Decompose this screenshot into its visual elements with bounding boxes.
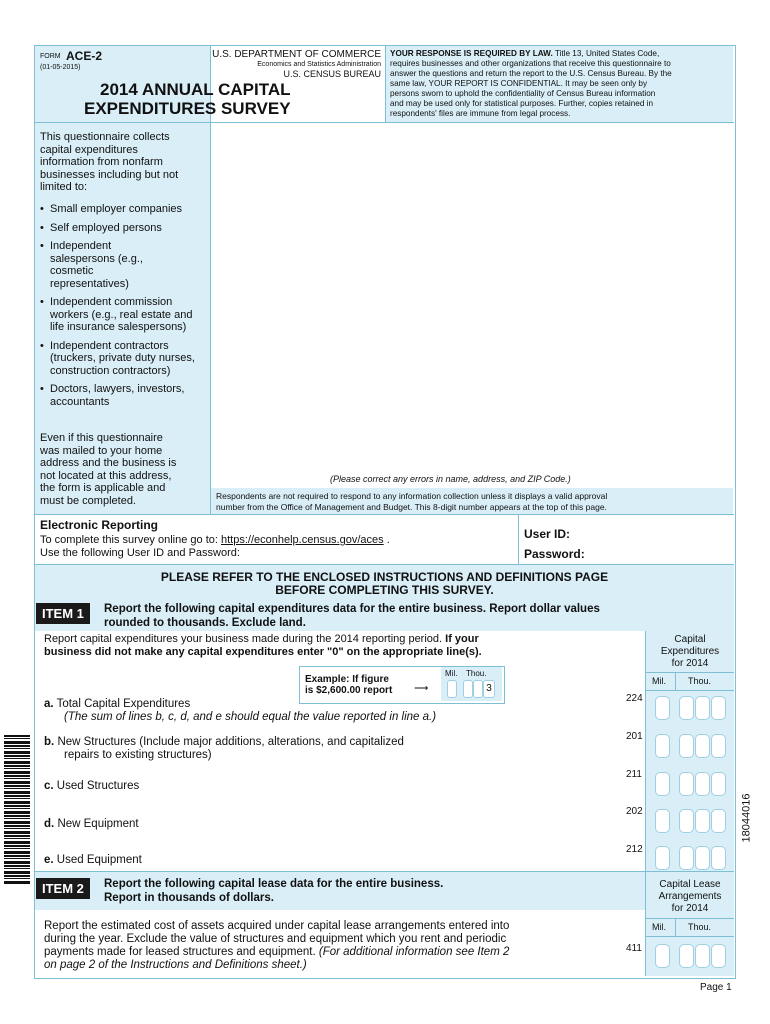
law-line: requires businesses and other organizations that receive this questionnaire to	[390, 59, 671, 68]
mil-label: Mil.	[652, 676, 666, 686]
line-d-thou-box[interactable]	[711, 809, 726, 833]
mil-label: Mil.	[652, 922, 666, 932]
line-b-thou-box[interactable]	[711, 734, 726, 758]
list-item: • Independent contractors (truckers, private duty nurses, construction contractors)	[40, 340, 208, 378]
line-code: 211	[626, 769, 642, 780]
col-header-line: Capital Lease	[659, 879, 721, 890]
list-item: • Independent salespersons (e.g., cosmetic representatives)	[40, 240, 208, 290]
user-id-label: User ID:	[524, 527, 571, 541]
example-line1: Example: If figure	[305, 674, 389, 685]
line-b-thou-box[interactable]	[679, 734, 694, 758]
line-c-thou-box[interactable]	[695, 772, 710, 796]
line-letter: e.	[44, 854, 54, 866]
item2-text1: Report the estimated cost of assets acquired under capital lease arrangements entered into	[44, 920, 510, 932]
example-mil: Mil.	[445, 669, 458, 678]
item1-tag: ITEM 1	[36, 603, 90, 624]
item2-thou-box[interactable]	[711, 944, 726, 968]
law-line: same law, YOUR REPORT IS CONFIDENTIAL. It may be seen only by	[390, 79, 648, 88]
electronic-suffix: .	[383, 534, 390, 546]
item2-text3-b: (For additional information see Item 2	[315, 946, 510, 958]
item1-heading1: Report the following capital expenditures data for the entire business. Report dollar values	[104, 603, 600, 615]
electronic-line1	[40, 534, 390, 546]
line-c	[44, 780, 139, 792]
line-a-thou-box[interactable]	[679, 696, 694, 720]
outro-line: was mailed to your home	[40, 444, 163, 457]
list-item: • Self employed persons	[40, 222, 208, 235]
line-b-thou-box[interactable]	[695, 734, 710, 758]
outro-line: the form is applicable and	[40, 482, 166, 494]
line-e-thou-box[interactable]	[695, 846, 710, 870]
line-e-mil-box[interactable]	[655, 846, 670, 870]
line-a-sub: (The sum of lines b, c, d, and e should equal the value reported in line a.)	[64, 711, 437, 723]
col-header-line: Arrangements	[658, 891, 722, 902]
line-code: 201	[626, 731, 643, 742]
line-text: New Equipment	[57, 818, 139, 830]
form-date: (01-05-2015)	[40, 64, 81, 71]
address-note: (Please correct any errors in name, address, and ZIP Code.)	[330, 474, 571, 484]
line-code: 411	[626, 943, 642, 954]
omb-line1: Respondents are not required to respond to any information collection unless it displays a valid approval	[216, 491, 608, 501]
form-id: ACE-2	[66, 49, 103, 63]
col-header-line: Expenditures	[660, 646, 720, 657]
example-thou: Thou.	[466, 669, 487, 678]
line-d-mil-box[interactable]	[655, 809, 670, 833]
col-header-line: for 2014	[671, 903, 709, 914]
line-d-thou-box[interactable]	[679, 809, 694, 833]
item2-text3	[44, 946, 509, 958]
banner-line1: PLEASE REFER TO THE ENCLOSED INSTRUCTIONS AND DEFINITIONS PAGE	[160, 570, 609, 584]
line-code: 212	[626, 844, 643, 855]
line-d-thou-box[interactable]	[695, 809, 710, 833]
banner-line2: BEFORE COMPLETING THIS SURVEY.	[275, 583, 494, 597]
item2-text3-a: payments made for leased structures and equipment.	[44, 946, 316, 958]
arrow-right-icon: ⟶	[414, 683, 429, 694]
line-letter: b.	[44, 736, 55, 748]
example-box-mil	[447, 680, 457, 698]
password-label: Password:	[524, 547, 585, 561]
bureau: U.S. CENSUS BUREAU	[283, 69, 381, 79]
survey-url-link[interactable]: https://econhelp.census.gov/aces	[220, 534, 384, 546]
item1-col-header	[646, 634, 734, 670]
col-header-line: for 2014	[671, 658, 709, 669]
item2-mil-box[interactable]	[655, 944, 670, 968]
form-label: FORM	[40, 53, 61, 60]
example-box-thou2	[473, 680, 483, 698]
outro-line: must be completed.	[40, 494, 136, 507]
omb-line2: number from the Office of Management and Budget. This 8-digit number appears at the top of this page.	[216, 502, 607, 512]
survey-title-line2: EXPENDITURES SURVEY	[84, 99, 291, 118]
item2-tag: ITEM 2	[36, 878, 90, 899]
item2-heading2: Report in thousands of dollars.	[104, 892, 274, 904]
list-item: • Small employer companies	[40, 203, 208, 216]
item1-instr1	[44, 633, 479, 645]
page-number: Page 1	[700, 982, 732, 993]
electronic-heading: Electronic Reporting	[40, 518, 159, 532]
line-text: Used Structures	[56, 780, 140, 792]
item2-col-header	[646, 879, 734, 915]
line-e-thou-box[interactable]	[711, 846, 726, 870]
law-bold: YOUR RESPONSE IS REQUIRED BY LAW.	[390, 49, 553, 58]
item2-thou-box[interactable]	[695, 944, 710, 968]
item2-thou-box[interactable]	[679, 944, 694, 968]
intro-line: This questionnaire collects	[40, 131, 170, 143]
line-code: 224	[626, 693, 643, 704]
line-c-thou-box[interactable]	[679, 772, 694, 796]
instr-bold: If your	[442, 633, 479, 645]
law-notice	[390, 49, 730, 119]
item2-text2: during the year. Exclude the value of structures and equipment which you rent and periodic	[44, 933, 507, 945]
law-line: respondents' files are immune from legal process.	[390, 109, 571, 118]
line-a-thou-box[interactable]	[695, 696, 710, 720]
intro-line: businesses including but not	[40, 168, 179, 181]
list-item: • Doctors, lawyers, investors, accountants	[40, 383, 208, 408]
electronic-prefix: To complete this survey online go to:	[40, 534, 221, 546]
law-line: and may be used only for statistical purposes. Further, copies retained in	[390, 99, 654, 108]
thou-label: Thou.	[688, 922, 712, 932]
law-line: persons sworn to uphold the confidentiality of Census Bureau information	[390, 89, 656, 98]
line-letter: a.	[44, 698, 54, 710]
line-a-thou-box[interactable]	[711, 696, 726, 720]
line-b	[44, 736, 404, 748]
line-c-thou-box[interactable]	[711, 772, 726, 796]
survey-title-line1: 2014 ANNUAL CAPITAL	[100, 80, 291, 99]
instr-text: Report capital expenditures your business made during the 2014 reporting period.	[44, 633, 443, 645]
business-type-list	[40, 203, 208, 414]
line-text: New Structures (Include major additions, alterations, and capitalized	[57, 736, 404, 748]
department: U.S. DEPARTMENT OF COMMERCE	[212, 49, 381, 60]
barcode	[4, 735, 30, 885]
electronic-line2: Use the following User ID and Password:	[40, 547, 240, 559]
intro-line: information from nonfarm	[40, 156, 163, 168]
line-code: 202	[626, 806, 643, 817]
law-line: Title 13, United States Code,	[554, 49, 660, 58]
line-b-mil-box[interactable]	[655, 734, 670, 758]
outro-line: address and the business is	[40, 457, 177, 469]
law-line: answer the questions and return the report to the U.S. Census Bureau. By the	[390, 69, 672, 78]
intro-line: limited to:	[40, 181, 88, 193]
outro-line: not located at this address,	[40, 469, 172, 482]
intro-line: capital expenditures	[40, 143, 138, 156]
example-value: 3	[483, 680, 495, 698]
example-box-thou1	[463, 680, 473, 698]
line-a-mil-box[interactable]	[655, 696, 670, 720]
outro-line: Even if this questionnaire	[40, 432, 163, 444]
item1-heading2: rounded to thousands. Exclude land.	[104, 617, 306, 629]
line-c-mil-box[interactable]	[655, 772, 670, 796]
thou-label: Thou.	[688, 676, 712, 686]
line-d	[44, 818, 139, 830]
administration: Economics and Statistics Administration	[257, 61, 381, 68]
line-letter: d.	[44, 818, 55, 830]
sidebar-outro	[40, 432, 176, 507]
example-line2: is $2,600.00 report	[305, 685, 393, 696]
sidebar-intro	[40, 131, 178, 194]
list-item: • Independent commission workers (e.g., real estate and life insurance salespersons)	[40, 296, 208, 334]
item1-instr2: business did not make any capital expenditures enter "0" on the appropriate line(s).	[44, 646, 482, 658]
line-text: Used Equipment	[56, 854, 142, 866]
col-header-line: Capital	[674, 634, 706, 645]
line-b-sub: repairs to existing structures)	[64, 749, 212, 761]
line-letter: c.	[44, 780, 54, 792]
line-e	[44, 854, 142, 866]
line-text: Total Capital Expenditures	[56, 698, 191, 710]
line-e-thou-box[interactable]	[679, 846, 694, 870]
item2-text4: on page 2 of the Instructions and Definitions sheet.)	[44, 959, 307, 971]
item2-heading1: Report the following capital lease data for the entire business.	[104, 878, 444, 890]
line-a	[44, 698, 190, 710]
side-number: 18044016	[740, 793, 753, 843]
